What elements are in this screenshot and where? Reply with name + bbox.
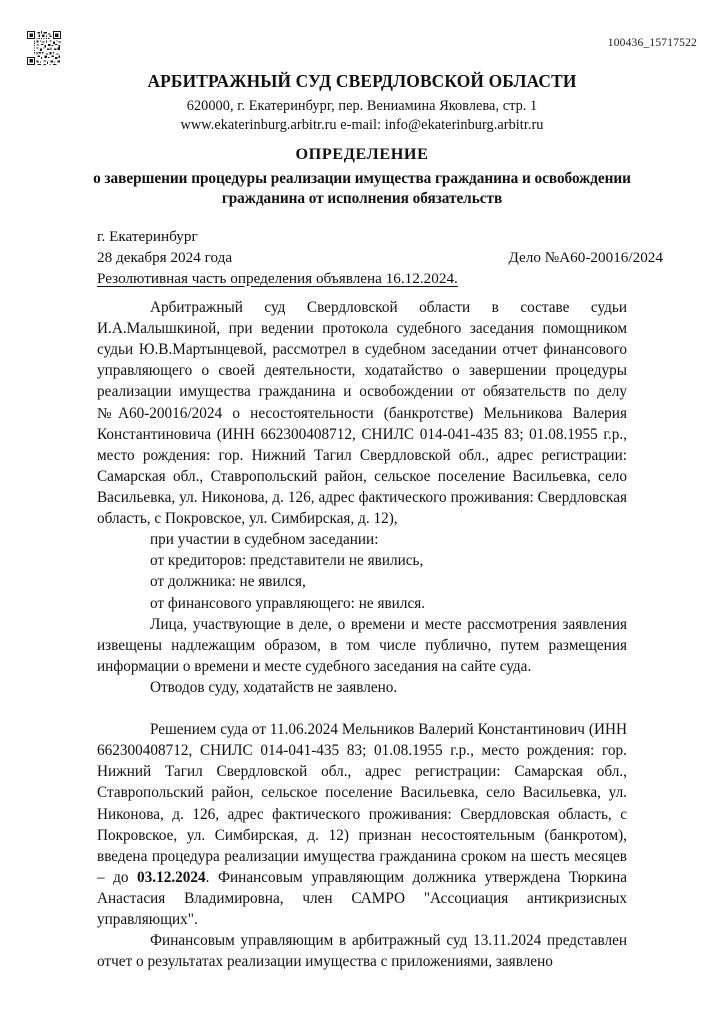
paragraph-court-decision xyxy=(97,719,627,930)
decision-text-after-date: . Финансовым управляющим должника утверждена Тюркина Анастасия Владимировна, член САМРО "Ассоциация антикризисных управляющих". xyxy=(97,868,627,929)
document-body xyxy=(97,297,627,972)
document-id: 100436_15717522 xyxy=(607,37,697,49)
meta-place-row xyxy=(97,227,663,248)
qr-code-icon xyxy=(27,31,61,65)
meta-resolutive-row xyxy=(97,269,663,290)
court-name: АРБИТРАЖНЫЙ СУД СВЕРДЛОВСКОЙ ОБЛАСТИ xyxy=(147,71,577,91)
paragraph-challenges: Отводов суду, ходатайств не заявлено. xyxy=(150,678,398,696)
attendance-header: при участии в судебном заседании: xyxy=(150,531,379,549)
resolutive-part-note: Резолютивная часть определения объявлена 16.12.2024. xyxy=(97,269,458,287)
paragraph-composition: Арбитражный суд Свердловской области в составе судьи И.А.Малышкиной, при ведении протокола судебного заседания помощником судьи Ю.В.Мартынцевой, рассмотрел в судебном заседании отчет финансового управляющего о своей деятельности, ходатайство о завершении процедуры реализации имущества гражданина и освобождении от обязательств по делу №А60-20016/2024 о несостоятельности (банкротстве) Мельникова Валерия Константиновича (ИНН 662300408712, СНИЛС 014-041-435 83; 01.08.1955 г.р., место рождения: гор. Нижний Тагил Свердловской обл., адрес регистрации: Самарская обл., Ставропольский район, сельское поселение Васильевка, село Васильевка, ул. Никонова, д. 126, адрес фактического проживания: Свердловская область, с Покровское, ул. Симбирская, д. 12), xyxy=(97,299,627,528)
procedure-end-date: 03.12.2024 xyxy=(137,868,206,886)
attendance-creditors: от кредиторов: представители не явились, xyxy=(150,552,424,570)
decision-text-before-date: Решением суда от 11.06.2024 Мельников Валерий Константинович (ИНН 662300408712, СНИЛС 014-041-435 83; 01.08.1955 г.р., место рождения: гор. Нижний Тагил Свердловской обл., адрес регистрации: Самарская обл., Ставропольский район, сельское поселение Васильевка, село Васильевка, ул. Никонова, д. 126, адрес фактического проживания: Свердловская область, с Покровское, ул. Симбирская, д. 12) признан несостоятельным (банкротом), введена процедура реализации имущества гражданина сроком на шесть месяцев – до xyxy=(97,721,627,886)
document-title-block xyxy=(64,145,660,210)
court-web-contacts: www.ekaterinburg.arbitr.ru e-mail: info@ekaterinburg.arbitr.ru xyxy=(180,117,544,133)
court-letterhead xyxy=(64,72,660,135)
paragraph-manager-report: Финансовым управляющим в арбитражный суд 13.11.2024 представлен отчет о результатах реализации имущества с приложениями, заявлено xyxy=(97,932,627,971)
case-number: Дело №А60-20016/2024 xyxy=(508,248,663,266)
meta-date-row xyxy=(97,248,663,269)
document-date: 28 декабря 2024 года xyxy=(97,248,233,266)
document-meta xyxy=(97,227,663,289)
place-of-issue: г. Екатеринбург xyxy=(97,228,198,245)
attendance-financial-manager: от финансового управляющего: не явился. xyxy=(150,594,426,612)
attendance-debtor: от должника: не явился, xyxy=(150,573,306,591)
document-subject: о завершении процедуры реализации имущества гражданина и освобождении гражданина от исполнения обязательств xyxy=(93,170,631,208)
paragraph-notice: Лица, участвующие в деле, о времени и месте рассмотрения заявления извещены надлежащим образом, в том числе публично, путем размещения информации о времени и месте судебного заседания на сайте суда. xyxy=(97,615,627,675)
document-kind: ОПРЕДЕЛЕНИЕ xyxy=(295,145,429,163)
court-address: 620000, г. Екатеринбург, пер. Вениамина Яковлева, стр. 1 xyxy=(186,98,538,115)
